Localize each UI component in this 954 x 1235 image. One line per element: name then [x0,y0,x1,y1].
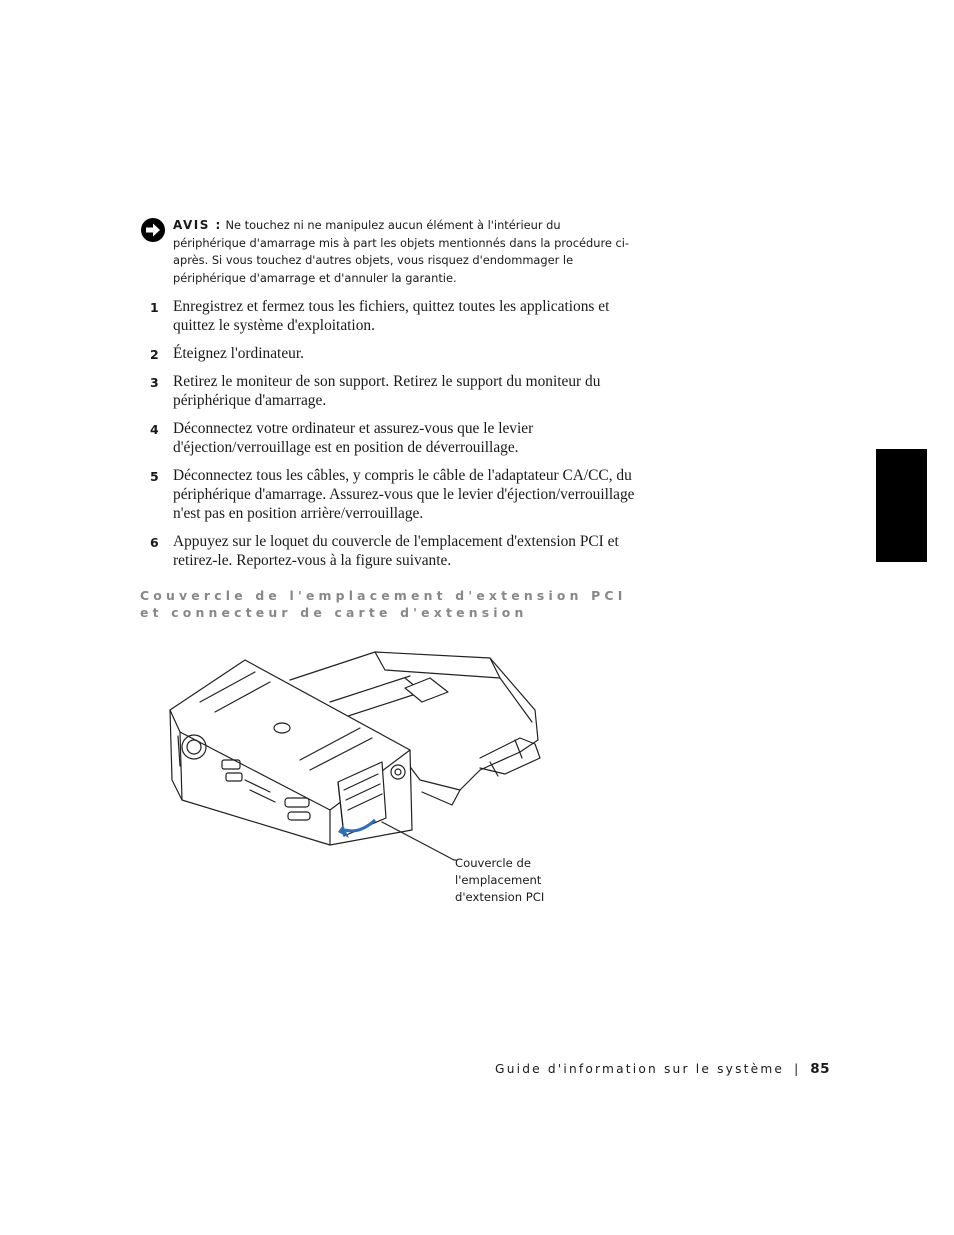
step-number: 4 [150,421,159,437]
step-text: Éteignez l'ordinateur. [173,345,304,362]
step-text: Enregistrez et fermez tous les fichiers, quittez toutes les applications et quittez le système d'exploitation. [173,298,610,335]
step-number: 2 [150,347,159,362]
page-footer [480,1061,830,1077]
step-item [150,532,640,570]
step-text: Appuyez sur le loquet du couvercle de l'emplacement d'extension PCI et retirez-le. Reportez-vous à la figure suivante. [173,533,619,570]
step-item [150,419,640,457]
callout-line: d'extension PCI [455,890,545,904]
step-text: Déconnectez tous les câbles, y compris le câble de l'adaptateur CA/CC, du périphérique d'amarrage. Assurez-vous que le levier d'éjection/verrouillage n'est pas en position arrière/verrouillage. [173,466,635,523]
notice-body: Ne touchez ni ne manipulez aucun élément à l'intérieur du périphérique d'amarrage mis à part les objets mentionnés dans la procédure ci-après. Si vous touchez d'autres objets, vous risquez d'endommager le périphérique d'amarrage et d'annuler la garantie. [173,218,630,285]
step-list [150,297,640,579]
step-number: 1 [150,300,159,315]
step-text: Déconnectez votre ordinateur et assurez-vous que le levier d'éjection/verrouillage est en position de déverrouillage. [173,419,534,456]
step-text: Retirez le moniteur de son support. Retirez le support du moniteur du périphérique d'amarrage. [173,372,601,409]
step-number: 5 [150,468,159,484]
figure-caption: Couvercle de l'emplacement d'extension PCI et connecteur de carte d'extension [140,588,627,620]
notice-text-block [173,217,630,287]
step-item [150,466,640,524]
step-number: 6 [150,535,159,550]
notice-block [140,217,630,287]
step-item [150,372,640,410]
step-item [150,297,640,335]
callout-line: l'emplacement [455,873,542,887]
callout-line: Couvercle de [455,856,531,870]
footer-title: Guide d'information sur le système [495,1062,785,1076]
notice-arrow-icon [140,217,166,243]
step-item [150,344,640,363]
step-number: 3 [150,374,159,390]
section-thumb-tab [876,449,927,562]
figure-callout-label [455,855,575,906]
notice-label: AVIS : [173,218,222,232]
page-number: 85 [810,1061,830,1077]
footer-separator: | [794,1062,799,1076]
